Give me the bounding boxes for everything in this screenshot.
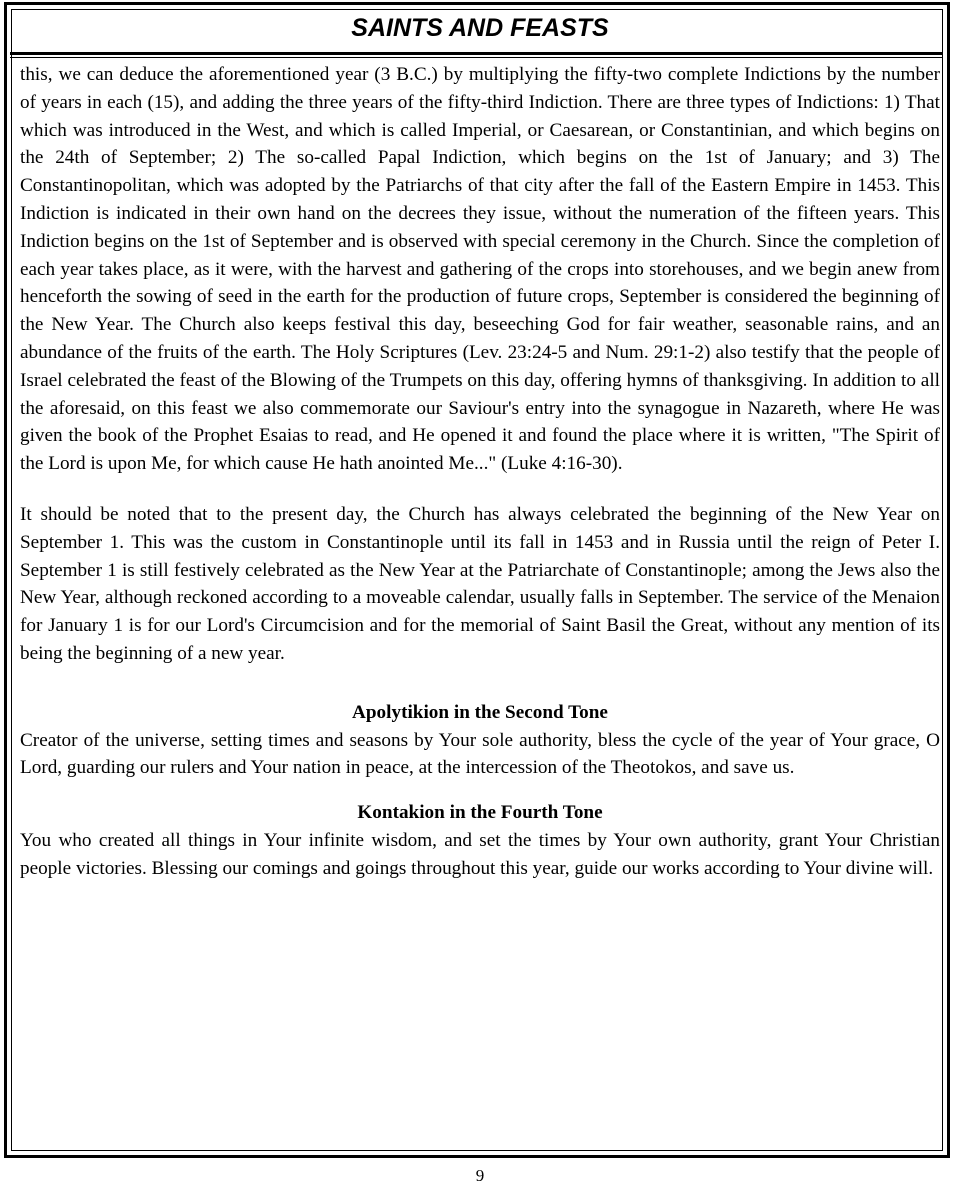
header-rule [10,52,942,55]
apolytikion-text: Creator of the universe, setting times and seasons by Your sole authority, bless the cycle of the year of Your grace, O Lord, guarding our rulers and Your nation in peace, at the intercession of the Theotokos, and save us. [20,729,940,779]
kontakion-heading: Kontakion in the Fourth Tone [357,802,603,824]
header-rule-thin [10,57,942,58]
body-paragraph-new-year: It should be noted that to the present day, the Church has always celebrated the beginning of the New Year on September 1. This was the custom in Constantinople until its fall in 1453 and in Russia until the reign of Peter I. September 1 is still festively celebrated as the New Year at the Patriarchate of Constantinople; among the Jews also the New Year, although reckoned according to a moveable calendar, usually falls in September. The service of the Menaion for January 1 is for our Lord's Circumcision and for the memorial of Saint Basil the Great, without any mention of its being the beginning of a new year. [20,503,940,664]
page-body [20,61,940,883]
running-header-title: SAINTS AND FEASTS [351,14,609,42]
kontakion-text: You who created all things in Your infinite wisdom, and set the times by Your own authority, grant Your Christian people victories. Blessing our comings and goings throughout this year, guide our works according to Your divine will. [20,829,940,879]
body-paragraph-indictions: this, we can deduce the aforementioned year (3 B.C.) by multiplying the fifty-two complete Indictions by the number of years in each (15), and adding the three years of the fifty-third Indiction. There are three types of Indictions: 1) That which was introduced in the West, and which is called Imperial, or Caesarean, or Constantinian, and which begins on the 24th of September; 2) The so-called Papal Indiction, which begins on the 1st of January; and 3) The Constantinopolitan, which was adopted by the Patriarchs of that city after the fall of the Eastern Empire in 1453. This Indiction is indicated in their own hand on the decrees they issue, without the numeration of the fifteen years. This Indiction begins on the 1st of September and is observed with special ceremony in the Church. Since the completion of each year takes place, as it were, with the harvest and gathering of the crops into storehouses, and we begin anew from henceforth the sowing of seed in the earth for the production of future crops, September is considered the beginning of the New Year. The Church also keeps festival this day, beseeching God for fair weather, seasonable rains, and an abundance of the fruits of the earth. The Holy Scriptures (Lev. 23:24-5 and Num. 29:1-2) also testify that the people of Israel celebrated the feast of the Blowing of the Trumpets on this day, offering hymns of thanksgiving. In addition to all the aforesaid, on this feast we also commemorate our Saviour's entry into the synagogue in Nazareth, where He was given the book of the Prophet Esaias to read, and He opened it and found the place where it is written, "The Spirit of the Lord is upon Me, for which cause He hath anointed Me..." (Luke 4:16-30). [20,64,940,475]
apolytikion-heading: Apolytikion in the Second Tone [352,701,608,723]
page-number: 9 [475,1166,485,1185]
